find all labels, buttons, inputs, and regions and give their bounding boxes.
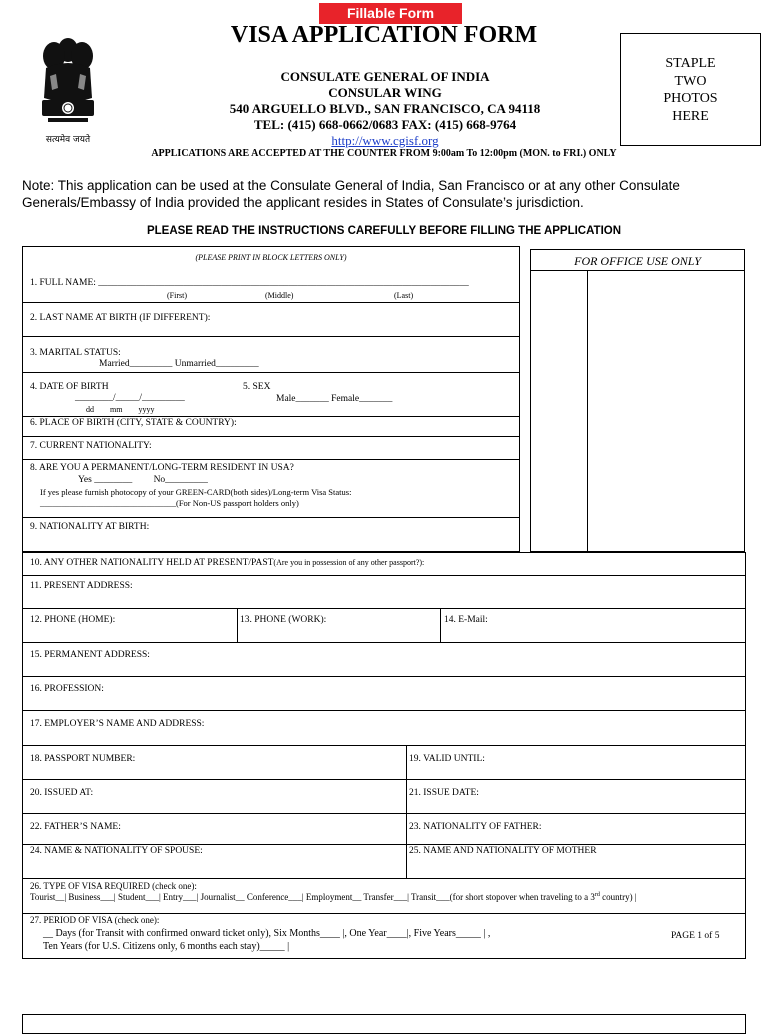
photo-line: HERE: [672, 108, 709, 124]
divider: [22, 710, 746, 711]
phone-home-field[interactable]: 12. PHONE (HOME):: [30, 615, 116, 625]
valid-until-field[interactable]: 19. VALID UNTIL:: [409, 754, 485, 764]
office-use-box: [530, 249, 745, 552]
office-use-divider: [587, 271, 588, 552]
divider: [22, 913, 746, 914]
last-name-at-birth-field[interactable]: 2. LAST NAME AT BIRTH (IF DIFFERENT):: [30, 313, 211, 323]
office-use-title: FOR OFFICE USE ONLY: [574, 254, 701, 268]
divider: [22, 575, 746, 576]
green-card-note: If yes please furnish photocopy of your GREEN-CARD(both sides)/Long-term Visa Status:: [40, 487, 352, 497]
office-hours: APPLICATIONS ARE ACCEPTED AT THE COUNTER FROM 9:00am To 12:00pm (MON. to FRI.) ONLY: [151, 148, 617, 159]
father-nationality-field[interactable]: 23. NATIONALITY OF FATHER:: [409, 822, 542, 832]
middle-name-caption: (Middle): [265, 291, 294, 300]
consulate-phone-fax: TEL: (415) 668-0662/0683 FAX: (415) 668-9764: [253, 117, 517, 132]
divider: [22, 436, 520, 437]
website-link[interactable]: http://www.cgisf.org: [331, 133, 439, 148]
other-nationality-field[interactable]: 10. ANY OTHER NATIONALITY HELD AT PRESENT/PAST(Are you in possession of any other passport?):: [30, 558, 425, 568]
spouse-field[interactable]: 24. NAME & NATIONALITY OF SPOUSE:: [30, 846, 203, 856]
divider: [22, 878, 746, 879]
visa-period-label: 27. PERIOD OF VISA (check one):: [30, 915, 160, 925]
divider: [22, 336, 520, 337]
fillable-form-badge: Fillable Form: [319, 3, 462, 24]
place-of-birth-field[interactable]: 6. PLACE OF BIRTH (CITY, STATE & COUNTRY):: [30, 418, 237, 428]
divider: [22, 813, 746, 814]
fathers-name-field[interactable]: 22. FATHER’S NAME:: [30, 822, 121, 832]
date-format-caption: dd mm yyyy: [86, 405, 155, 414]
divider: [22, 517, 520, 518]
date-of-birth-field[interactable]: ________/_____/_________: [75, 393, 185, 403]
photo-staple-area: [620, 33, 761, 146]
full-name-field[interactable]: 1. FULL NAME: ______________________________________________________________________________: [30, 278, 469, 288]
sex-label: 5. SEX: [243, 382, 271, 392]
photo-line: TWO: [674, 73, 707, 89]
passport-number-field[interactable]: 18. PASSPORT NUMBER:: [30, 754, 136, 764]
marital-status-label: 3. MARITAL STATUS:: [30, 348, 121, 358]
first-name-caption: (First): [167, 291, 187, 300]
current-nationality-field[interactable]: 7. CURRENT NATIONALITY:: [30, 441, 152, 451]
divider: [22, 642, 746, 643]
profession-field[interactable]: 16. PROFESSION:: [30, 684, 104, 694]
divider: [22, 302, 520, 303]
column-divider: [406, 745, 407, 878]
block-letters-note: (PLEASE PRINT IN BLOCK LETTERS ONLY): [195, 253, 347, 262]
divider: [22, 676, 746, 677]
visa-period-options[interactable]: __ Days (for Transit with confirmed onward ticket only), Six Months____ |, One Year____|, Five Years_____ | ,: [43, 928, 491, 939]
divider: [22, 459, 520, 460]
national-emblem-logo: [32, 28, 104, 146]
consulate-address-block: [150, 69, 620, 149]
column-divider: [237, 608, 238, 642]
column-divider: [440, 608, 441, 642]
permanent-address-field[interactable]: 15. PERMANENT ADDRESS:: [30, 650, 150, 660]
divider: [22, 779, 746, 780]
photo-line: STAPLE: [665, 56, 716, 71]
divider: [22, 745, 746, 746]
present-address-field[interactable]: 11. PRESENT ADDRESS:: [30, 581, 133, 591]
nationality-at-birth-field[interactable]: 9. NATIONALITY AT BIRTH:: [30, 522, 150, 532]
divider: [22, 608, 746, 609]
mother-field[interactable]: 25. NAME AND NATIONALITY OF MOTHER: [409, 846, 597, 856]
page-number: PAGE 1 of 5: [671, 931, 720, 941]
photo-line: PHOTOS: [663, 91, 718, 106]
visa-type-options[interactable]: Tourist__| Business___| Student___| Entry___| Journalist__ Conference___| Employment__ Transfer___| Transit___(for short stopover when traveling to a 3rd country) |: [30, 892, 637, 902]
consulate-name: CONSULATE GENERAL OF INDIA: [280, 69, 490, 84]
next-section-box: [22, 1014, 746, 1034]
issued-at-field[interactable]: 20. ISSUED AT:: [30, 788, 94, 798]
last-name-caption: (Last): [394, 291, 414, 300]
marital-status-options[interactable]: Married_________ Unmarried_________: [99, 359, 259, 369]
permanent-resident-options[interactable]: Yes ________ No_________: [78, 475, 208, 485]
emblem-motto: सत्यमेव जयते: [45, 135, 91, 145]
date-of-birth-label: 4. DATE OF BIRTH: [30, 382, 109, 392]
employer-field[interactable]: 17. EMPLOYER’S NAME AND ADDRESS:: [30, 719, 205, 729]
phone-work-field[interactable]: 13. PHONE (WORK):: [240, 615, 327, 625]
page-title: VISA APPLICATION FORM: [230, 22, 538, 48]
consular-wing: CONSULAR WING: [328, 85, 442, 100]
visa-period-ten-years[interactable]: Ten Years (for U.S. Citizens only, 6 months each stay)_____ |: [43, 941, 290, 952]
consulate-address: 540 ARGUELLO BLVD., SAN FRANCISCO, CA 94118: [229, 101, 541, 116]
permanent-resident-question: 8. ARE YOU A PERMANENT/LONG-TERM RESIDENT IN USA?: [30, 463, 294, 473]
issue-date-field[interactable]: 21. ISSUE DATE:: [409, 788, 479, 798]
jurisdiction-note: Note: This application can be used at the Consulate General of India, San Francisco or at any other Consulate Generals/Embassy of India provided the applicant resides in States of Consulate’s jurisdiction.: [22, 178, 680, 210]
instructions-heading: PLEASE READ THE INSTRUCTIONS CAREFULLY BEFORE FILLING THE APPLICATION: [146, 225, 622, 237]
email-field[interactable]: 14. E-Mail:: [444, 615, 488, 625]
sex-options[interactable]: Male_______ Female_______: [276, 394, 393, 404]
divider: [22, 416, 520, 417]
visa-type-label: 26. TYPE OF VISA REQUIRED (check one):: [30, 881, 197, 891]
divider: [22, 844, 746, 845]
divider: [22, 372, 520, 373]
visa-status-field[interactable]: ________________________________(For Non-US passport holders only): [40, 498, 299, 508]
